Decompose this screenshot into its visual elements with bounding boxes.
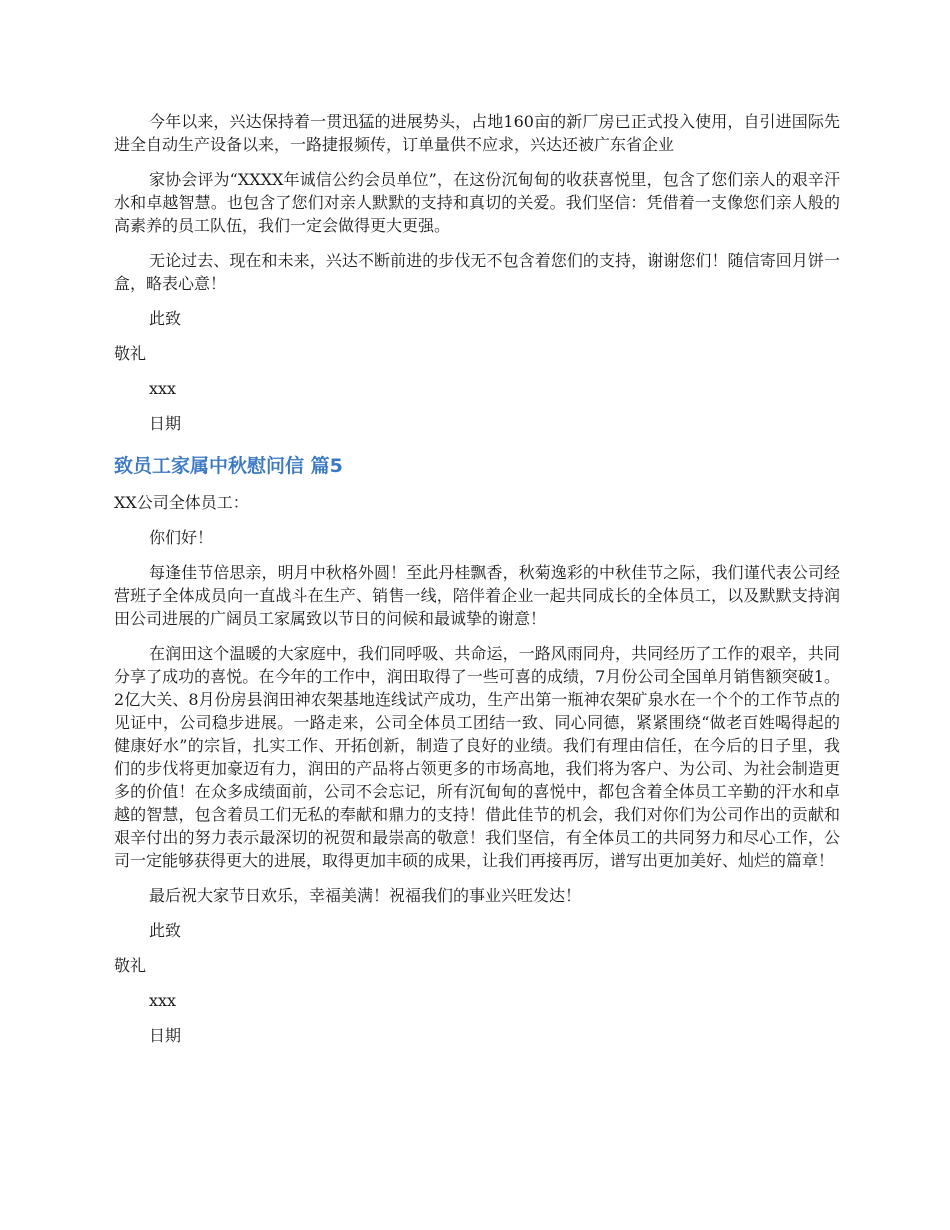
- signer-line: xxx: [149, 379, 177, 398]
- body-paragraph: 今年以来，兴达保持着一贯迅猛的进展势头，占地160亩的新厂房已正式投入使用，自引进国际先进全自动生产设备以来，一路捷报频传，订单量供不应求，兴达还被广东省企业: [114, 112, 840, 154]
- body-paragraph: 无论过去、现在和未来，兴达不断前进的步伐无不包含着您们的支持，谢谢您们！随信寄回月饼一盒，略表心意！: [114, 251, 840, 293]
- date-line: 日期: [149, 1026, 182, 1045]
- body-paragraph: 每逢佳节倍思亲，明月中秋格外圆！至此丹桂飘香，秋菊逸彩的中秋佳节之际，我们谨代表公司经营班子全体成员向一直战斗在生产、销售一线，陪伴着企业一起共同成长的全体员工，以及默默支持润田公司进展的广阔员工家属致以节日的问候和最诚挚的谢意！: [114, 563, 840, 628]
- body-paragraph: 在润田这个温暖的大家庭中，我们同呼吸、共命运，一路风雨同舟，共同经历了工作的艰辛，共同分享了成功的喜悦。在今年的工作中，润田取得了一些可喜的成绩，7月份公司全国单月销售额突破1。2亿大关、8月份房县润田神农架基地连线试产成功，生产出第一瓶神农架矿泉水在一个个的工作节点的见证中，公司稳步进展。一路走来，公司全体员工团结一致、同心同德，紧紧围绕“做老百姓喝得起的健康好水”的宗旨，扎实工作、开拓创新，制造了良好的业绩。我们有理由信任，在今后的日子里，我们的步伐将更加豪迈有力，润田的产品将占领更多的市场高地，我们将为客户、为公司、为社会制造更多的价值！在众多成绩面前，公司不会忘记，所有沉甸甸的喜悦中，都包含着全体员工辛勤的汗水和卓越的智慧，包含着员工们无私的奉献和鼎力的支持！借此佳节的机会，我们对你们为公司作出的贡献和艰辛付出的努力表示最深切的祝贺和最崇高的敬意！我们坚信，有全体员工的共同努力和尽心工作，公司一定能够获得更大的进展，取得更加丰硕的成果，让我们再接再厉，谱写出更加美好、灿烂的篇章！: [114, 644, 840, 870]
- document-page: [114, 110, 840, 1059]
- closing-line: 此致: [149, 309, 182, 328]
- salute-line: 敬礼: [114, 344, 147, 363]
- section-heading: 致员工家属中秋慰问信 篇5: [114, 455, 343, 477]
- signer-line: xxx: [149, 991, 177, 1010]
- date-line: 日期: [149, 414, 182, 433]
- greeting-line: 你们好！: [149, 528, 214, 547]
- addressee-line: XX公司全体员工：: [114, 493, 249, 512]
- closing-line: 此致: [149, 921, 182, 940]
- salute-line: 敬礼: [114, 956, 147, 975]
- body-paragraph: 家协会评为“XXXX年诚信公约会员单位”，在这份沉甸甸的收获喜悦里，包含了您们亲人的艰辛汗水和卓越智慧。也包含了您们对亲人默默的支持和真切的关爱。我们坚信：凭借着一支像您们亲人般的高素养的员工队伍，我们一定会做得更大更强。: [114, 170, 840, 235]
- body-paragraph: 最后祝大家节日欢乐，幸福美满！祝福我们的事业兴旺发达！: [149, 886, 582, 905]
